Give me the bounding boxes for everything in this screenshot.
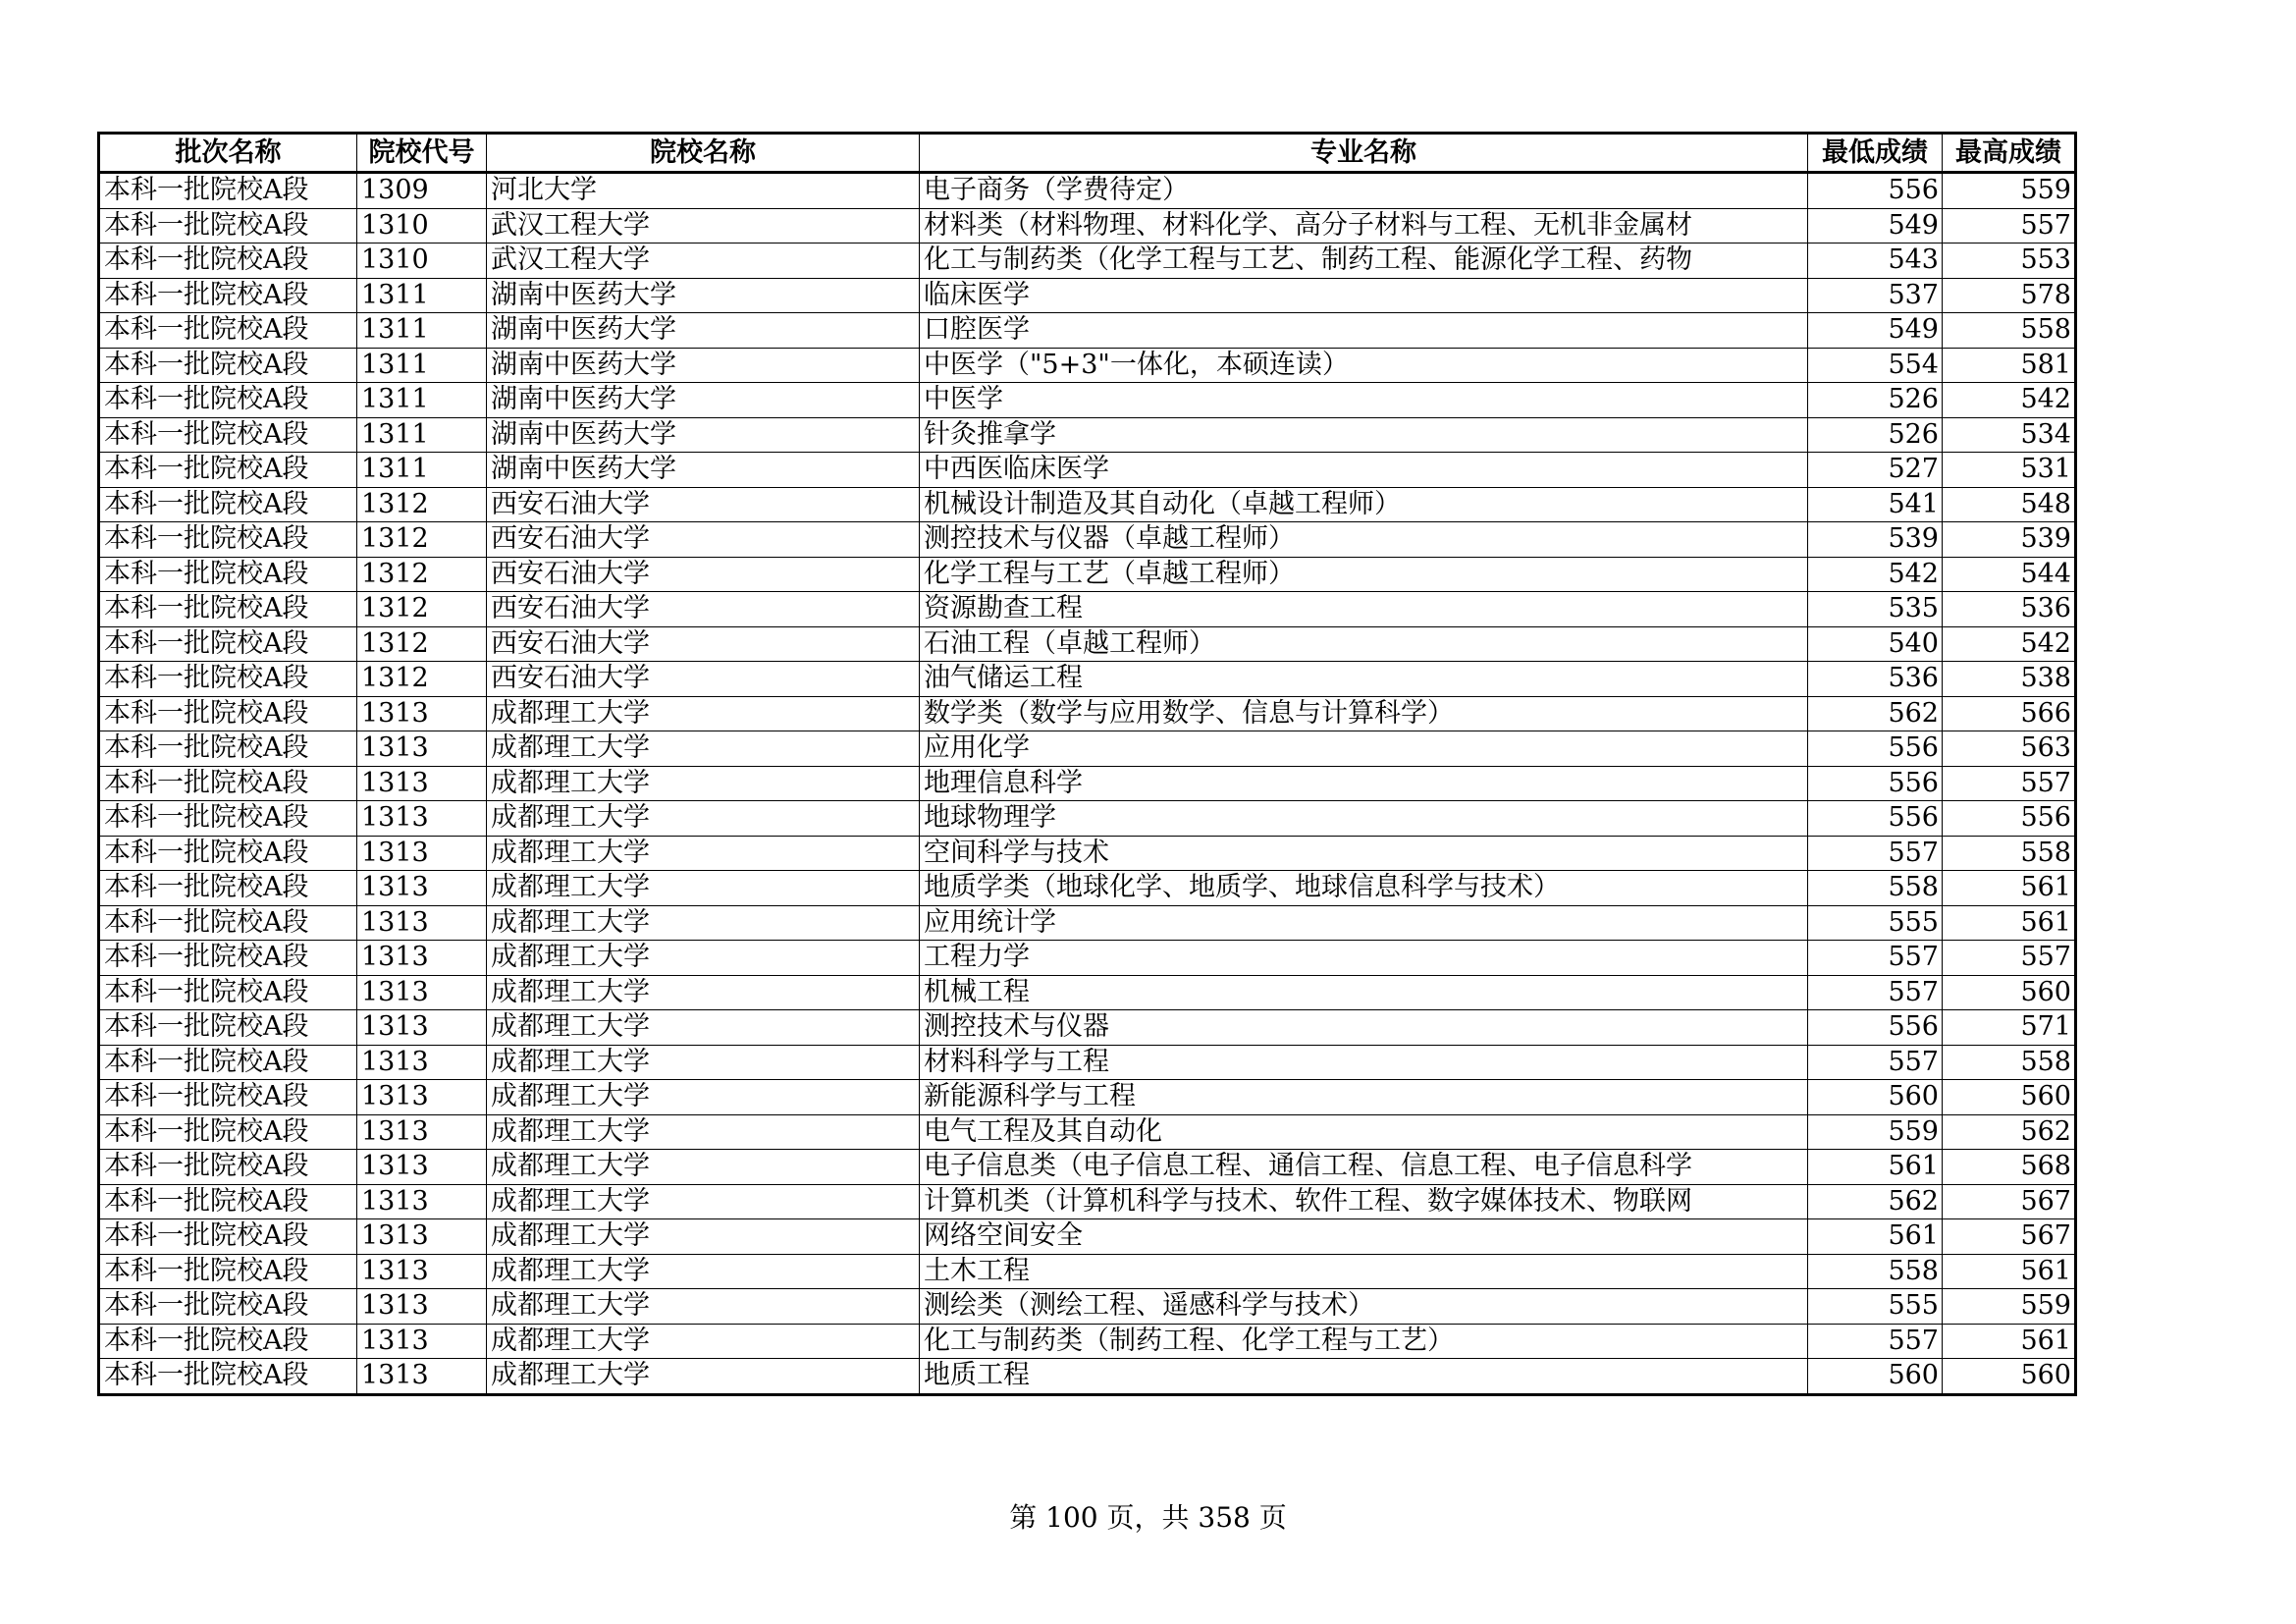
- min-score-cell: 557: [1808, 941, 1943, 976]
- table-row: [99, 941, 2076, 976]
- school-name-cell: 成都理工大学: [487, 1219, 920, 1255]
- major-name-cell: 测绘类（测绘工程、遥感科学与技术）: [920, 1289, 1808, 1325]
- min-score-cell: 540: [1808, 626, 1943, 662]
- table-row: [99, 244, 2076, 279]
- batch-name-cell: 本科一批院校A段: [99, 1114, 357, 1150]
- batch-name-cell: 本科一批院校A段: [99, 348, 357, 383]
- header-school-code: 院校代号: [357, 134, 487, 173]
- header-batch-name: 批次名称: [99, 134, 357, 173]
- school-name-cell: 成都理工大学: [487, 871, 920, 906]
- min-score-cell: 536: [1808, 662, 1943, 697]
- min-score-cell: 557: [1808, 1324, 1943, 1359]
- batch-name-cell: 本科一批院校A段: [99, 1184, 357, 1219]
- school-code-cell: 1313: [357, 1289, 487, 1325]
- batch-name-cell: 本科一批院校A段: [99, 871, 357, 906]
- major-name-cell: 针灸推拿学: [920, 417, 1808, 453]
- school-name-cell: 湖南中医药大学: [487, 453, 920, 488]
- table-row: [99, 453, 2076, 488]
- school-name-cell: 成都理工大学: [487, 836, 920, 871]
- header-school-name: 院校名称: [487, 134, 920, 173]
- min-score-cell: 526: [1808, 383, 1943, 418]
- max-score-cell: 542: [1943, 626, 2076, 662]
- min-score-cell: 556: [1808, 801, 1943, 837]
- major-name-cell: 数学类（数学与应用数学、信息与计算科学）: [920, 696, 1808, 731]
- major-name-cell: 化工与制药类（制药工程、化学工程与工艺）: [920, 1324, 1808, 1359]
- school-code-cell: 1311: [357, 278, 487, 313]
- school-name-cell: 成都理工大学: [487, 941, 920, 976]
- min-score-cell: 549: [1808, 313, 1943, 349]
- school-code-cell: 1313: [357, 1080, 487, 1115]
- school-name-cell: 成都理工大学: [487, 1324, 920, 1359]
- batch-name-cell: 本科一批院校A段: [99, 801, 357, 837]
- table-row: [99, 522, 2076, 558]
- min-score-cell: 527: [1808, 453, 1943, 488]
- school-name-cell: 成都理工大学: [487, 1010, 920, 1046]
- max-score-cell: 531: [1943, 453, 2076, 488]
- max-score-cell: 557: [1943, 941, 2076, 976]
- admission-score-table: [97, 132, 2077, 1396]
- batch-name-cell: 本科一批院校A段: [99, 1150, 357, 1185]
- max-score-cell: 563: [1943, 731, 2076, 767]
- max-score-cell: 561: [1943, 1254, 2076, 1289]
- min-score-cell: 557: [1808, 1045, 1943, 1080]
- major-name-cell: 机械设计制造及其自动化（卓越工程师）: [920, 487, 1808, 522]
- school-code-cell: 1313: [357, 1324, 487, 1359]
- major-name-cell: 化学工程与工艺（卓越工程师）: [920, 557, 1808, 592]
- school-code-cell: 1313: [357, 696, 487, 731]
- batch-name-cell: 本科一批院校A段: [99, 766, 357, 801]
- min-score-cell: 556: [1808, 173, 1943, 209]
- batch-name-cell: 本科一批院校A段: [99, 1289, 357, 1325]
- min-score-cell: 558: [1808, 871, 1943, 906]
- min-score-cell: 554: [1808, 348, 1943, 383]
- table-row: [99, 592, 2076, 627]
- max-score-cell: 553: [1943, 244, 2076, 279]
- school-code-cell: 1313: [357, 941, 487, 976]
- batch-name-cell: 本科一批院校A段: [99, 941, 357, 976]
- max-score-cell: 536: [1943, 592, 2076, 627]
- batch-name-cell: 本科一批院校A段: [99, 731, 357, 767]
- school-name-cell: 成都理工大学: [487, 696, 920, 731]
- batch-name-cell: 本科一批院校A段: [99, 244, 357, 279]
- max-score-cell: 542: [1943, 383, 2076, 418]
- school-name-cell: 成都理工大学: [487, 1254, 920, 1289]
- school-code-cell: 1313: [357, 766, 487, 801]
- school-name-cell: 武汉工程大学: [487, 244, 920, 279]
- table-row: [99, 662, 2076, 697]
- min-score-cell: 558: [1808, 1254, 1943, 1289]
- max-score-cell: 562: [1943, 1114, 2076, 1150]
- major-name-cell: 中西医临床医学: [920, 453, 1808, 488]
- table-row: [99, 557, 2076, 592]
- table-row: [99, 417, 2076, 453]
- school-name-cell: 成都理工大学: [487, 766, 920, 801]
- max-score-cell: 544: [1943, 557, 2076, 592]
- school-code-cell: 1313: [357, 1150, 487, 1185]
- school-code-cell: 1313: [357, 731, 487, 767]
- batch-name-cell: 本科一批院校A段: [99, 1045, 357, 1080]
- school-code-cell: 1313: [357, 1184, 487, 1219]
- major-name-cell: 口腔医学: [920, 313, 1808, 349]
- school-code-cell: 1313: [357, 1045, 487, 1080]
- max-score-cell: 556: [1943, 801, 2076, 837]
- min-score-cell: 539: [1808, 522, 1943, 558]
- max-score-cell: 534: [1943, 417, 2076, 453]
- school-code-cell: 1311: [357, 383, 487, 418]
- max-score-cell: 558: [1943, 313, 2076, 349]
- school-code-cell: 1311: [357, 313, 487, 349]
- major-name-cell: 石油工程（卓越工程师）: [920, 626, 1808, 662]
- batch-name-cell: 本科一批院校A段: [99, 1219, 357, 1255]
- table-row: [99, 1010, 2076, 1046]
- school-name-cell: 成都理工大学: [487, 1045, 920, 1080]
- table-row: [99, 1359, 2076, 1395]
- max-score-cell: 560: [1943, 1359, 2076, 1395]
- major-name-cell: 电子商务（学费待定）: [920, 173, 1808, 209]
- table-row: [99, 905, 2076, 941]
- school-code-cell: 1313: [357, 1010, 487, 1046]
- table-row: [99, 1289, 2076, 1325]
- batch-name-cell: 本科一批院校A段: [99, 417, 357, 453]
- table-row: [99, 278, 2076, 313]
- school-code-cell: 1312: [357, 592, 487, 627]
- batch-name-cell: 本科一批院校A段: [99, 626, 357, 662]
- major-name-cell: 中医学（"5+3"一体化，本硕连读）: [920, 348, 1808, 383]
- max-score-cell: 561: [1943, 1324, 2076, 1359]
- batch-name-cell: 本科一批院校A段: [99, 1080, 357, 1115]
- max-score-cell: 561: [1943, 905, 2076, 941]
- table-row: [99, 1114, 2076, 1150]
- table-row: [99, 1080, 2076, 1115]
- table-row: [99, 208, 2076, 244]
- school-name-cell: 成都理工大学: [487, 731, 920, 767]
- header-min-score: 最低成绩: [1808, 134, 1943, 173]
- major-name-cell: 计算机类（计算机科学与技术、软件工程、数字媒体技术、物联网: [920, 1184, 1808, 1219]
- max-score-cell: 559: [1943, 173, 2076, 209]
- min-score-cell: 541: [1808, 487, 1943, 522]
- max-score-cell: 568: [1943, 1150, 2076, 1185]
- min-score-cell: 559: [1808, 1114, 1943, 1150]
- school-code-cell: 1310: [357, 244, 487, 279]
- max-score-cell: 567: [1943, 1219, 2076, 1255]
- min-score-cell: 561: [1808, 1219, 1943, 1255]
- school-code-cell: 1312: [357, 626, 487, 662]
- min-score-cell: 560: [1808, 1080, 1943, 1115]
- batch-name-cell: 本科一批院校A段: [99, 836, 357, 871]
- batch-name-cell: 本科一批院校A段: [99, 975, 357, 1010]
- major-name-cell: 电气工程及其自动化: [920, 1114, 1808, 1150]
- min-score-cell: 537: [1808, 278, 1943, 313]
- major-name-cell: 中医学: [920, 383, 1808, 418]
- major-name-cell: 临床医学: [920, 278, 1808, 313]
- table-row: [99, 313, 2076, 349]
- major-name-cell: 化工与制药类（化学工程与工艺、制药工程、能源化学工程、药物: [920, 244, 1808, 279]
- table-row: [99, 766, 2076, 801]
- header-major-name: 专业名称: [920, 134, 1808, 173]
- table-row: [99, 1219, 2076, 1255]
- school-name-cell: 成都理工大学: [487, 1080, 920, 1115]
- school-name-cell: 西安石油大学: [487, 522, 920, 558]
- school-name-cell: 成都理工大学: [487, 1359, 920, 1395]
- major-name-cell: 新能源科学与工程: [920, 1080, 1808, 1115]
- batch-name-cell: 本科一批院校A段: [99, 592, 357, 627]
- min-score-cell: 543: [1808, 244, 1943, 279]
- max-score-cell: 539: [1943, 522, 2076, 558]
- table-row: [99, 1150, 2076, 1185]
- batch-name-cell: 本科一批院校A段: [99, 696, 357, 731]
- school-code-cell: 1313: [357, 905, 487, 941]
- table-row: [99, 1254, 2076, 1289]
- table-row: [99, 836, 2076, 871]
- school-name-cell: 成都理工大学: [487, 1289, 920, 1325]
- table-row: [99, 975, 2076, 1010]
- school-name-cell: 湖南中医药大学: [487, 278, 920, 313]
- major-name-cell: 网络空间安全: [920, 1219, 1808, 1255]
- school-name-cell: 湖南中医药大学: [487, 417, 920, 453]
- batch-name-cell: 本科一批院校A段: [99, 313, 357, 349]
- batch-name-cell: 本科一批院校A段: [99, 662, 357, 697]
- table-row: [99, 696, 2076, 731]
- batch-name-cell: 本科一批院校A段: [99, 1359, 357, 1395]
- batch-name-cell: 本科一批院校A段: [99, 557, 357, 592]
- school-name-cell: 西安石油大学: [487, 557, 920, 592]
- batch-name-cell: 本科一批院校A段: [99, 1324, 357, 1359]
- major-name-cell: 空间科学与技术: [920, 836, 1808, 871]
- min-score-cell: 535: [1808, 592, 1943, 627]
- school-code-cell: 1313: [357, 975, 487, 1010]
- batch-name-cell: 本科一批院校A段: [99, 278, 357, 313]
- table-row: [99, 1045, 2076, 1080]
- major-name-cell: 应用统计学: [920, 905, 1808, 941]
- school-name-cell: 成都理工大学: [487, 1150, 920, 1185]
- major-name-cell: 土木工程: [920, 1254, 1808, 1289]
- batch-name-cell: 本科一批院校A段: [99, 1254, 357, 1289]
- school-code-cell: 1313: [357, 1254, 487, 1289]
- max-score-cell: 558: [1943, 836, 2076, 871]
- min-score-cell: 557: [1808, 836, 1943, 871]
- major-name-cell: 机械工程: [920, 975, 1808, 1010]
- min-score-cell: 555: [1808, 1289, 1943, 1325]
- school-code-cell: 1312: [357, 487, 487, 522]
- table-row: [99, 626, 2076, 662]
- school-name-cell: 湖南中医药大学: [487, 348, 920, 383]
- table-row: [99, 1324, 2076, 1359]
- max-score-cell: 538: [1943, 662, 2076, 697]
- school-name-cell: 成都理工大学: [487, 801, 920, 837]
- batch-name-cell: 本科一批院校A段: [99, 1010, 357, 1046]
- school-code-cell: 1313: [357, 871, 487, 906]
- table-row: [99, 383, 2076, 418]
- header-row: [99, 134, 2076, 173]
- table-row: [99, 731, 2076, 767]
- major-name-cell: 地球物理学: [920, 801, 1808, 837]
- max-score-cell: 559: [1943, 1289, 2076, 1325]
- max-score-cell: 557: [1943, 766, 2076, 801]
- batch-name-cell: 本科一批院校A段: [99, 522, 357, 558]
- school-name-cell: 湖南中医药大学: [487, 313, 920, 349]
- table-row: [99, 487, 2076, 522]
- major-name-cell: 油气储运工程: [920, 662, 1808, 697]
- school-code-cell: 1311: [357, 348, 487, 383]
- max-score-cell: 557: [1943, 208, 2076, 244]
- major-name-cell: 地理信息科学: [920, 766, 1808, 801]
- school-name-cell: 成都理工大学: [487, 1184, 920, 1219]
- school-name-cell: 成都理工大学: [487, 975, 920, 1010]
- batch-name-cell: 本科一批院校A段: [99, 487, 357, 522]
- table-row: [99, 871, 2076, 906]
- min-score-cell: 555: [1808, 905, 1943, 941]
- major-name-cell: 工程力学: [920, 941, 1808, 976]
- school-name-cell: 河北大学: [487, 173, 920, 209]
- major-name-cell: 测控技术与仪器: [920, 1010, 1808, 1046]
- batch-name-cell: 本科一批院校A段: [99, 383, 357, 418]
- school-name-cell: 西安石油大学: [487, 487, 920, 522]
- min-score-cell: 549: [1808, 208, 1943, 244]
- min-score-cell: 562: [1808, 1184, 1943, 1219]
- major-name-cell: 电子信息类（电子信息工程、通信工程、信息工程、电子信息科学: [920, 1150, 1808, 1185]
- school-code-cell: 1311: [357, 417, 487, 453]
- table-row: [99, 348, 2076, 383]
- table-row: [99, 173, 2076, 209]
- major-name-cell: 材料类（材料物理、材料化学、高分子材料与工程、无机非金属材: [920, 208, 1808, 244]
- max-score-cell: 571: [1943, 1010, 2076, 1046]
- school-name-cell: 成都理工大学: [487, 905, 920, 941]
- min-score-cell: 561: [1808, 1150, 1943, 1185]
- school-name-cell: 成都理工大学: [487, 1114, 920, 1150]
- school-code-cell: 1312: [357, 557, 487, 592]
- major-name-cell: 应用化学: [920, 731, 1808, 767]
- major-name-cell: 材料科学与工程: [920, 1045, 1808, 1080]
- max-score-cell: 561: [1943, 871, 2076, 906]
- school-code-cell: 1313: [357, 1114, 487, 1150]
- school-code-cell: 1313: [357, 836, 487, 871]
- max-score-cell: 560: [1943, 1080, 2076, 1115]
- school-name-cell: 武汉工程大学: [487, 208, 920, 244]
- school-code-cell: 1313: [357, 801, 487, 837]
- min-score-cell: 556: [1808, 766, 1943, 801]
- min-score-cell: 542: [1808, 557, 1943, 592]
- max-score-cell: 567: [1943, 1184, 2076, 1219]
- school-name-cell: 西安石油大学: [487, 626, 920, 662]
- school-code-cell: 1311: [357, 453, 487, 488]
- max-score-cell: 560: [1943, 975, 2076, 1010]
- min-score-cell: 562: [1808, 696, 1943, 731]
- major-name-cell: 地质学类（地球化学、地质学、地球信息科学与技术）: [920, 871, 1808, 906]
- school-name-cell: 西安石油大学: [487, 592, 920, 627]
- min-score-cell: 526: [1808, 417, 1943, 453]
- batch-name-cell: 本科一批院校A段: [99, 453, 357, 488]
- batch-name-cell: 本科一批院校A段: [99, 173, 357, 209]
- school-code-cell: 1313: [357, 1359, 487, 1395]
- school-name-cell: 湖南中医药大学: [487, 383, 920, 418]
- max-score-cell: 566: [1943, 696, 2076, 731]
- major-name-cell: 资源勘查工程: [920, 592, 1808, 627]
- min-score-cell: 557: [1808, 975, 1943, 1010]
- table-row: [99, 1184, 2076, 1219]
- table-row: [99, 801, 2076, 837]
- major-name-cell: 测控技术与仪器（卓越工程师）: [920, 522, 1808, 558]
- school-code-cell: 1312: [357, 522, 487, 558]
- max-score-cell: 548: [1943, 487, 2076, 522]
- header-max-score: 最高成绩: [1943, 134, 2076, 173]
- school-code-cell: 1312: [357, 662, 487, 697]
- max-score-cell: 558: [1943, 1045, 2076, 1080]
- batch-name-cell: 本科一批院校A段: [99, 208, 357, 244]
- major-name-cell: 地质工程: [920, 1359, 1808, 1395]
- school-name-cell: 西安石油大学: [487, 662, 920, 697]
- school-code-cell: 1309: [357, 173, 487, 209]
- min-score-cell: 556: [1808, 1010, 1943, 1046]
- max-score-cell: 581: [1943, 348, 2076, 383]
- min-score-cell: 556: [1808, 731, 1943, 767]
- school-code-cell: 1310: [357, 208, 487, 244]
- page-footer: 第 100 页，共 358 页: [1009, 1501, 1287, 1534]
- max-score-cell: 578: [1943, 278, 2076, 313]
- min-score-cell: 560: [1808, 1359, 1943, 1395]
- school-code-cell: 1313: [357, 1219, 487, 1255]
- batch-name-cell: 本科一批院校A段: [99, 905, 357, 941]
